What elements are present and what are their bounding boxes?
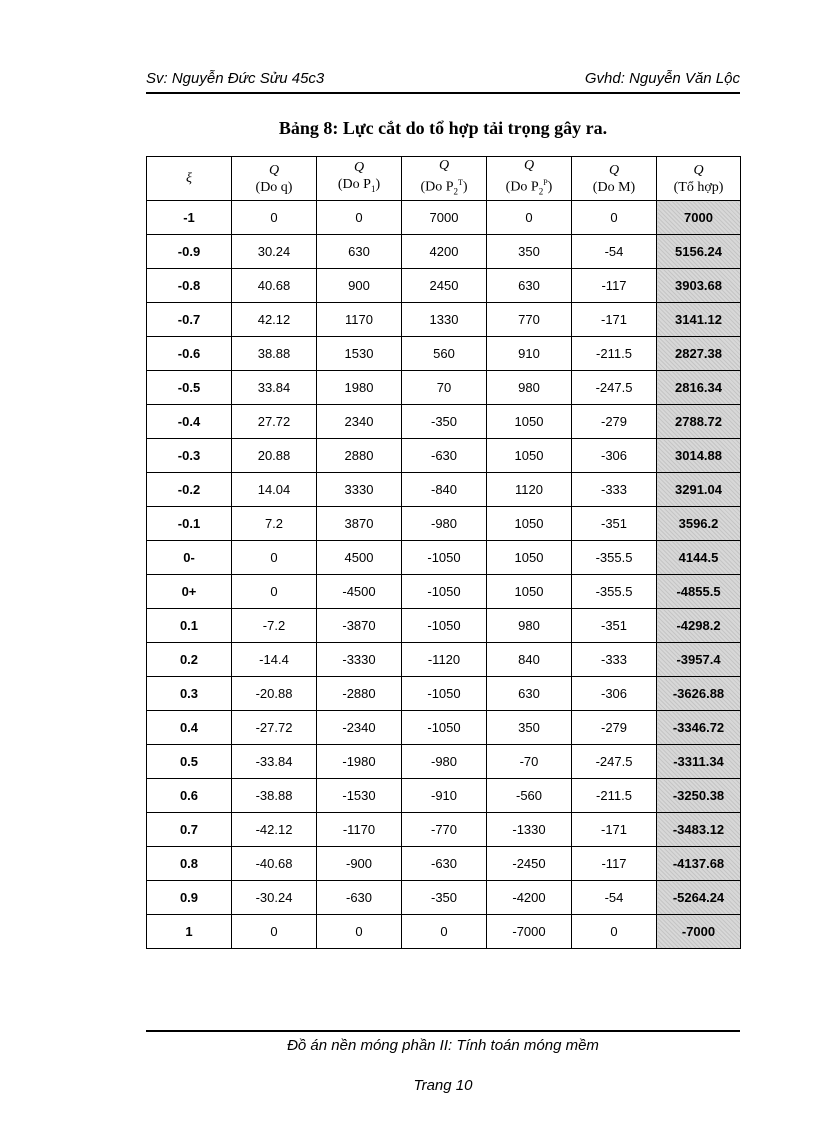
total-cell: 3596.2 — [657, 507, 741, 541]
value-cell: 30.24 — [232, 235, 317, 269]
value-cell: -2450 — [487, 847, 572, 881]
value-cell: -33.84 — [232, 745, 317, 779]
value-cell: 14.04 — [232, 473, 317, 507]
value-cell: -630 — [402, 439, 487, 473]
value-cell: 3330 — [317, 473, 402, 507]
value-cell: 0 — [487, 201, 572, 235]
column-header — [657, 157, 741, 201]
xi-cell: 0.5 — [147, 745, 232, 779]
value-cell: 900 — [317, 269, 402, 303]
value-cell: 1050 — [487, 507, 572, 541]
value-cell: -1530 — [317, 779, 402, 813]
table-row — [147, 575, 741, 609]
value-cell: 630 — [487, 269, 572, 303]
table-row — [147, 269, 741, 303]
value-cell: -1330 — [487, 813, 572, 847]
value-cell: -279 — [572, 405, 657, 439]
total-cell: 2788.72 — [657, 405, 741, 439]
value-cell: 42.12 — [232, 303, 317, 337]
column-symbol: Q — [693, 162, 704, 178]
value-cell: 20.88 — [232, 439, 317, 473]
value-cell: 1170 — [317, 303, 402, 337]
table-row — [147, 847, 741, 881]
table-row — [147, 643, 741, 677]
total-cell: 3903.68 — [657, 269, 741, 303]
table-row — [147, 473, 741, 507]
value-cell: 0 — [317, 915, 402, 949]
value-cell: -27.72 — [232, 711, 317, 745]
column-header — [317, 157, 402, 201]
xi-cell: 0.2 — [147, 643, 232, 677]
value-cell: 40.68 — [232, 269, 317, 303]
column-subscript: 2 — [538, 186, 544, 197]
student-name: Sv: Nguyễn Đức Sửu 45c3 — [146, 70, 325, 87]
footer-divider — [146, 1030, 740, 1032]
value-cell: -333 — [572, 643, 657, 677]
column-symbol: Q — [353, 160, 365, 176]
value-cell: -333 — [572, 473, 657, 507]
value-cell: 1050 — [487, 541, 572, 575]
value-cell: -350 — [402, 405, 487, 439]
xi-cell: -0.4 — [147, 405, 232, 439]
value-cell: 2880 — [317, 439, 402, 473]
value-cell: -770 — [402, 813, 487, 847]
table-row — [147, 405, 741, 439]
value-cell: 630 — [487, 677, 572, 711]
total-cell: -5264.24 — [657, 881, 741, 915]
total-cell: -3957.4 — [657, 643, 741, 677]
value-cell: 38.88 — [232, 337, 317, 371]
supervisor-name: Gvhd: Nguyễn Văn Lộc — [584, 70, 740, 87]
header-divider — [146, 92, 740, 94]
value-cell: 2340 — [317, 405, 402, 439]
value-cell: -1050 — [402, 541, 487, 575]
value-cell: -117 — [572, 269, 657, 303]
value-cell: -247.5 — [572, 371, 657, 405]
table-row — [147, 507, 741, 541]
total-cell: 2816.34 — [657, 371, 741, 405]
table-row — [147, 303, 741, 337]
value-cell: 0 — [232, 575, 317, 609]
total-cell: -3483.12 — [657, 813, 741, 847]
value-cell: -1050 — [402, 575, 487, 609]
value-cell: -980 — [402, 507, 487, 541]
value-cell: 2450 — [402, 269, 487, 303]
value-cell: 7000 — [402, 201, 487, 235]
column-header — [232, 157, 317, 201]
table-header-row — [147, 157, 741, 201]
value-cell: 1120 — [487, 473, 572, 507]
xi-cell: -0.9 — [147, 235, 232, 269]
column-label-tail: ) — [462, 179, 468, 195]
value-cell: -1050 — [402, 711, 487, 745]
xi-cell: 0- — [147, 541, 232, 575]
value-cell: -117 — [572, 847, 657, 881]
value-cell: -54 — [572, 881, 657, 915]
table-row — [147, 201, 741, 235]
column-label: (Do P — [505, 179, 539, 195]
value-cell: -42.12 — [232, 813, 317, 847]
value-cell: 0 — [232, 541, 317, 575]
xi-cell: 0.7 — [147, 813, 232, 847]
column-symbol: Q — [608, 162, 620, 178]
column-label: (Tổ hợp) — [673, 179, 724, 195]
xi-cell: 0+ — [147, 575, 232, 609]
column-symbol: Q — [523, 158, 535, 173]
value-cell: -630 — [402, 847, 487, 881]
xi-cell: -0.6 — [147, 337, 232, 371]
value-cell: 630 — [317, 235, 402, 269]
value-cell: -7000 — [487, 915, 572, 949]
table-row — [147, 337, 741, 371]
column-superscript: T — [458, 178, 463, 187]
value-cell: -910 — [402, 779, 487, 813]
value-cell: 0 — [232, 201, 317, 235]
xi-cell: -0.1 — [147, 507, 232, 541]
value-cell: 1530 — [317, 337, 402, 371]
total-cell: 2827.38 — [657, 337, 741, 371]
value-cell: 1050 — [487, 439, 572, 473]
value-cell: -1170 — [317, 813, 402, 847]
value-cell: 3870 — [317, 507, 402, 541]
table-row — [147, 915, 741, 949]
xi-cell: -0.3 — [147, 439, 232, 473]
xi-cell: 0.4 — [147, 711, 232, 745]
value-cell: -560 — [487, 779, 572, 813]
column-symbol: Q — [268, 162, 280, 178]
value-cell: 0 — [572, 915, 657, 949]
column-label: (Do M) — [592, 179, 636, 195]
value-cell: 980 — [487, 371, 572, 405]
total-cell: 3291.04 — [657, 473, 741, 507]
value-cell: -279 — [572, 711, 657, 745]
xi-cell: -1 — [147, 201, 232, 235]
value-cell: -980 — [402, 745, 487, 779]
xi-cell: 0.9 — [147, 881, 232, 915]
value-cell: 910 — [487, 337, 572, 371]
column-header — [487, 157, 572, 201]
column-label: (Do q) — [255, 179, 293, 195]
table-row — [147, 439, 741, 473]
value-cell: -2340 — [317, 711, 402, 745]
value-cell: -350 — [402, 881, 487, 915]
total-cell: 5156.24 — [657, 235, 741, 269]
value-cell: -4200 — [487, 881, 572, 915]
value-cell: 1980 — [317, 371, 402, 405]
column-label: (Do P — [420, 179, 454, 195]
value-cell: -211.5 — [572, 337, 657, 371]
value-cell: -54 — [572, 235, 657, 269]
value-cell: -38.88 — [232, 779, 317, 813]
value-cell: 0 — [317, 201, 402, 235]
value-cell: 27.72 — [232, 405, 317, 439]
value-cell: -1050 — [402, 677, 487, 711]
total-cell: -3626.88 — [657, 677, 741, 711]
value-cell: -900 — [317, 847, 402, 881]
value-cell: -306 — [572, 439, 657, 473]
page-number: Trang 10 — [413, 1077, 473, 1094]
value-cell: 1050 — [487, 405, 572, 439]
column-header — [147, 157, 232, 201]
table-row — [147, 371, 741, 405]
value-cell: -171 — [572, 303, 657, 337]
total-cell: -3346.72 — [657, 711, 741, 745]
value-cell: -355.5 — [572, 541, 657, 575]
value-cell: -20.88 — [232, 677, 317, 711]
column-label-tail: ) — [375, 177, 381, 193]
column-subscript: 2 — [453, 186, 458, 197]
xi-cell: 0.6 — [147, 779, 232, 813]
table-row — [147, 881, 741, 915]
total-cell: 3141.12 — [657, 303, 741, 337]
xi-cell: -0.7 — [147, 303, 232, 337]
value-cell: -1980 — [317, 745, 402, 779]
value-cell: -1050 — [402, 609, 487, 643]
total-cell: 7000 — [657, 201, 741, 235]
value-cell: -306 — [572, 677, 657, 711]
total-cell: -4137.68 — [657, 847, 741, 881]
table-title: Bảng 8: Lực cắt do tổ hợp tải trọng gây ra. — [278, 118, 608, 138]
total-cell: -4298.2 — [657, 609, 741, 643]
value-cell: -211.5 — [572, 779, 657, 813]
value-cell: 4200 — [402, 235, 487, 269]
table-row — [147, 711, 741, 745]
column-label-tail: ) — [547, 179, 553, 195]
value-cell: -30.24 — [232, 881, 317, 915]
value-cell: -3330 — [317, 643, 402, 677]
xi-cell: -0.5 — [147, 371, 232, 405]
value-cell: 33.84 — [232, 371, 317, 405]
value-cell: 770 — [487, 303, 572, 337]
xi-cell: 0.3 — [147, 677, 232, 711]
value-cell: 1330 — [402, 303, 487, 337]
value-cell: -355.5 — [572, 575, 657, 609]
xi-cell: 1 — [147, 915, 232, 949]
column-header — [402, 157, 487, 201]
xi-cell: -0.8 — [147, 269, 232, 303]
value-cell: -840 — [402, 473, 487, 507]
total-cell: -3311.34 — [657, 745, 741, 779]
value-cell: -1120 — [402, 643, 487, 677]
value-cell: 0 — [572, 201, 657, 235]
total-cell: 4144.5 — [657, 541, 741, 575]
shear-force-table — [146, 156, 741, 949]
table-row — [147, 235, 741, 269]
column-label: (Do P — [337, 177, 371, 193]
value-cell: -7.2 — [232, 609, 317, 643]
value-cell: 840 — [487, 643, 572, 677]
value-cell: -4500 — [317, 575, 402, 609]
value-cell: 980 — [487, 609, 572, 643]
table-row — [147, 779, 741, 813]
value-cell: 1050 — [487, 575, 572, 609]
value-cell: 0 — [402, 915, 487, 949]
total-cell: 3014.88 — [657, 439, 741, 473]
table-row — [147, 609, 741, 643]
table-row — [147, 541, 741, 575]
value-cell: 70 — [402, 371, 487, 405]
value-cell: -2880 — [317, 677, 402, 711]
table-row — [147, 745, 741, 779]
value-cell: 4500 — [317, 541, 402, 575]
column-subscript: 1 — [370, 184, 376, 195]
value-cell: 350 — [487, 711, 572, 745]
value-cell: -70 — [487, 745, 572, 779]
value-cell: -351 — [572, 507, 657, 541]
xi-cell: 0.1 — [147, 609, 232, 643]
value-cell: -40.68 — [232, 847, 317, 881]
value-cell: -3870 — [317, 609, 402, 643]
value-cell: -247.5 — [572, 745, 657, 779]
value-cell: 0 — [232, 915, 317, 949]
column-symbol: ξ — [186, 171, 192, 187]
value-cell: 350 — [487, 235, 572, 269]
column-superscript: P — [543, 178, 548, 187]
value-cell: -14.4 — [232, 643, 317, 677]
page-header — [146, 70, 740, 94]
column-header — [572, 157, 657, 201]
xi-cell: -0.2 — [147, 473, 232, 507]
value-cell: -630 — [317, 881, 402, 915]
column-symbol: Q — [438, 158, 450, 173]
total-cell: -4855.5 — [657, 575, 741, 609]
total-cell: -7000 — [657, 915, 741, 949]
value-cell: 7.2 — [232, 507, 317, 541]
table-row — [147, 813, 741, 847]
value-cell: -351 — [572, 609, 657, 643]
value-cell: 560 — [402, 337, 487, 371]
table-body — [147, 201, 741, 949]
total-cell: -3250.38 — [657, 779, 741, 813]
value-cell: -171 — [572, 813, 657, 847]
xi-cell: 0.8 — [147, 847, 232, 881]
table-row — [147, 677, 741, 711]
page-footer: Đồ án nền móng phần II: Tính toán móng mềm — [287, 1037, 599, 1054]
